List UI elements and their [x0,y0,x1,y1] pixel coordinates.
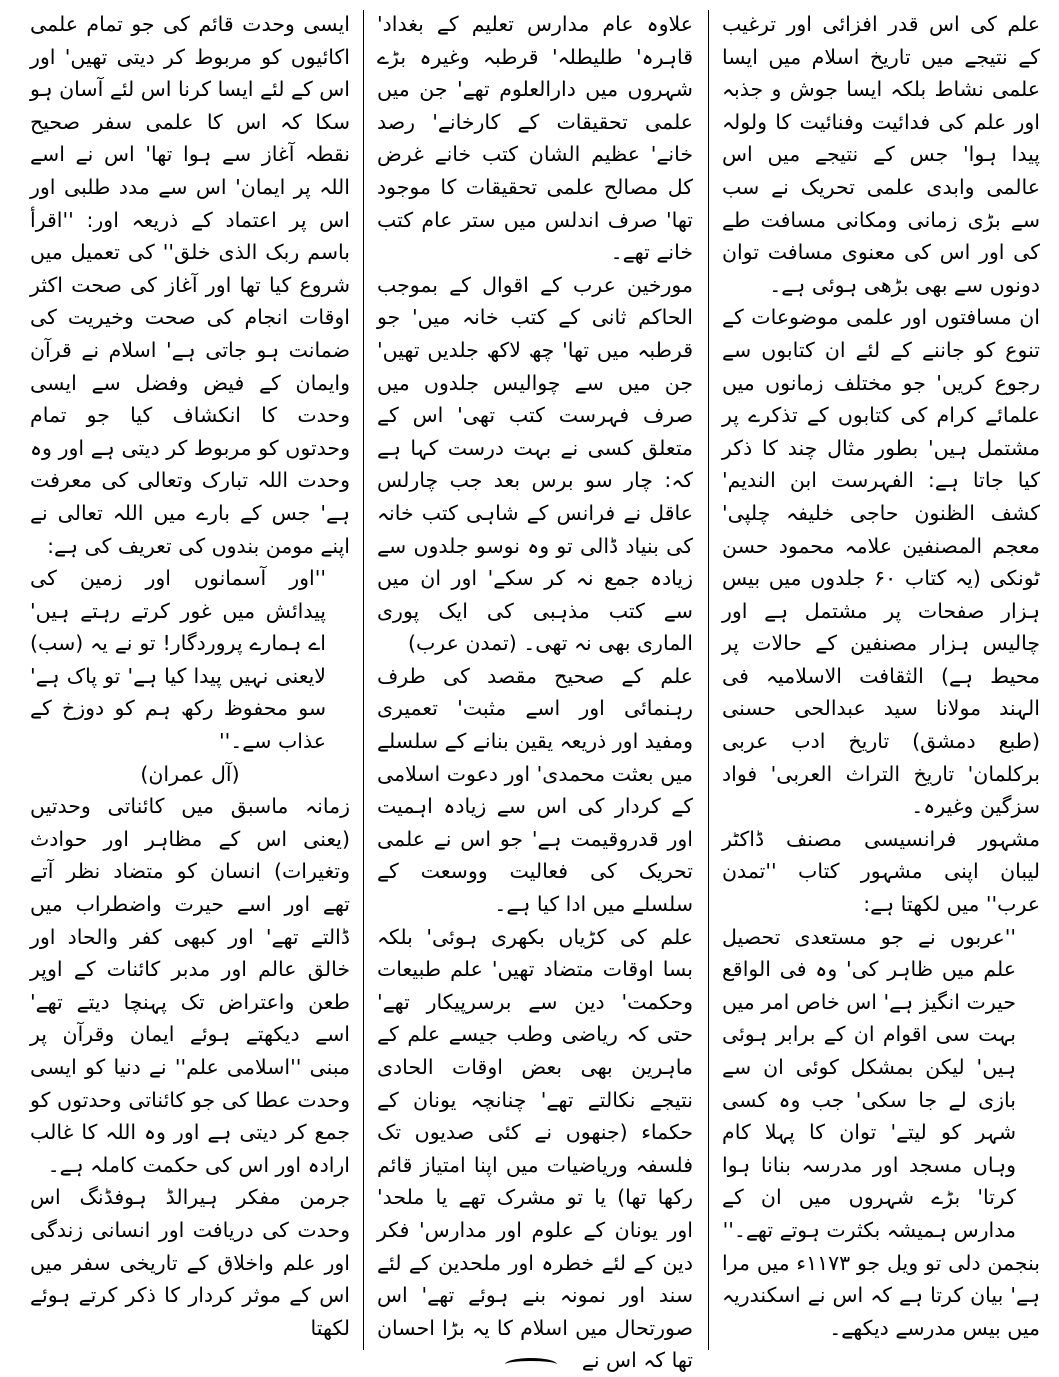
column-divider [708,10,709,1350]
paragraph: جرمن مفکر ہیرالڈ ہوفڈنگ اس وحدت کی دریافت اور انسانی زندگی اور علم واخلاق کے تاریخی سفر میں اس کے موثر کردار کا ذکر کرتے ہوئے لکھتا [30,1185,350,1340]
quotation-paragraph: ''عربوں نے جو مستعدی تحصیل علم میں ظاہر کی' وہ فی الواقع حیرت انگیز ہے' اس خاص امر میں بہت سی اقوام ان کے برابر ہوئی ہیں' لیکن بمشکل کوئی ان سے بازی لے جا سکی' جب وہ کسی شہر کو لیتے' توان کا پہلا کام وہاں مسجد اور مدرسہ بنانا ہوا کرتا' بڑے شہروں میں ان کے مدارس ہمیشہ بکثرت ہوتے تھے۔'' [722,924,1016,1242]
paragraph: علم کی کڑیاں بکھری ہوئی' بلکہ بسا اوقات متضاد تھیں' علم طبیعات وحکمت' دین سے برسرپیکار تھے' حتی کہ ریاضی وطب جیسے علم کے ماہرین بھی بعض اوقات الحادی نتیجے نکالتے تھے' چنانچہ یونان کے حکماء (جنھوں نے کئی صدیوں تک فلسفہ وریاضیات میں اپنا امتیاز قائم رکھا تھا) یا تو مشرک تھے یا ملحد' اور یونان کے علوم اور مدارس' فکر دین کے لئے خطرہ اور ملحدین کے لئے سند اور نمونہ بنے ہوئے تھے' اس صورتحال میں اسلام کا یہ بڑا احسان تھا کہ اس نے [377,924,693,1373]
paragraph: علم کی اس قدر افزائی اور ترغیب کے نتیجے میں تاریخ اسلام میں ایسا علمی نشاط بلکہ ایسا جوش و جذبہ اور علم کی فدائیت وفنائیت کا ولولہ پیدا ہوا' جس کے نتیجے میں اس عالمی وابدی علمی تحریک نے سب سے بڑی زمانی ومکانی مسافت طے کی اور اس کی معنوی مسافت توان دونوں سے بھی بڑھی ہوئی ہے۔ [722,12,1040,297]
paragraph: ایسی وحدت قائم کی جو تمام علمی اکائیوں کو مربوط کر دیتی تھیں' اور اس کے لئے ایسا کرنا اس لئے آسان ہو سکا کہ اس کا علمی سفر صحیح نقطہ آغاز سے ہوا تھا' اس نے اسے اللہ پر ایمان' اس سے مدد طلبی اور اس پر اعتماد کے ذریعہ اور: ''اقرأ باسم ربک الذی خلق'' کی تعمیل میں شروع کیا تھا اور آغاز کی صحت اکثر اوقات انجام کی صحت وخیریت کی ضمانت ہو جاتی ہے' اسلام نے قرآن وایمان کے فیض وفضل سے ایسی وحدت کا انکشاف کیا جو تمام وحدتوں کو مربوط کر دیتی ہے اور وہ وحدت اللہ تبارک وتعالی کی معرفت ہے' جس کے بارے میں اللہ تعالی نے اپنے مومن بندوں کی تعریف کی ہے: [30,12,350,558]
text-column-left [30,8,350,1358]
paragraph: مشہور فرانسیسی مصنف ڈاکٹر لیبان اپنی مشہور کتاب ''تمدن عرب'' میں لکھتا ہے: [722,826,1040,917]
citation: (آل عمران) [140,761,240,786]
quotation-paragraph: ''اور آسمانوں اور زمین کی پیدائش میں غور کرتے رہتے ہیں' اے ہمارے پروردگار! تو نے یہ (سب) لایعنی نہیں پیدا کیا ہے' تو پاک ہے' سو محفوظ رکھ ہم کو دوزخ کے عذاب سے۔'' [30,566,326,754]
paragraph: بنجمن دلی تو ویل جو ۱۱۷۳ء میں مرا ہے' بیان کرتا ہے کہ اس نے اسکندریہ میں بیس مدرسے دیکھے۔ [722,1250,1040,1340]
column-divider [363,10,364,1350]
text-column-right [722,8,1040,1358]
text-column-middle [377,8,693,1373]
paragraph: زمانہ ماسبق میں کائناتی وحدتیں (یعنی اس کے مظاہر اور حوادث وتغیرات) انسان کو متضاد نظر آتے تھے اور اسے حیرت واضطراب میں ڈالتے تھے' اور کبھی کفر والحاد اور خالق عالم اور مدبر کائنات کے اوپر طعن واعتراض تک پہنچا دیتے تھے' اسے دیکھتے ہوئے ایمان وقرآن پر مبنی ''اسلامی علم'' نے دنیا کو ایسی وحدت عطا کی جو کائناتی وحدتوں کو جمع کر دیتی ہے اور وہ اللہ کا غالب ارادہ اور اس کی حکمت کاملہ ہے۔ [30,794,350,1177]
page-number-mark [505,1358,557,1371]
paragraph: علم کے صحیح مقصد کی طرف رہنمائی اور اسے مثبت' تعمیری ومفید اور ذریعہ یقین بنانے کے سلسلے میں بعثت محمدی' اور دعوت اسلامی کے کردار کی اس سے زیادہ اہمیت اور قدروقیمت ہے' جو اس نے علمی تحریک کی فعالیت ووسعت کے سلسلے میں ادا کیا ہے۔ [377,663,693,917]
paragraph: ان مسافتوں اور علمی موضوعات کے تنوع کو جاننے کے لئے ان کتابوں سے رجوع کریں' جو مختلف زمانوں میں علمائے کرام کی کتابوں کے تذکرے پر مشتمل ہیں' بطور مثال چند کا ذکر کیا جاتا ہے: الفہرست ابن الندیم' کشف الظنون حاجی خلیفہ چلپی' معجم المصنفین علامہ محمود حسن ٹونکی (یہ کتاب ۶۰ جلدوں میں بیس ہزار صفحات پر مشتمل ہے اور چالیس ہزار مصنفین کے حالات پر محیط ہے) الثقافت الاسلامیہ فی الہند مولانا سید عبدالحی حسنی (طبع دمشق) تاریخ ادب عربی برکلمان' تاریخ التراث العربی' فواد سزگین وغیرہ۔ [722,305,1040,819]
paragraph: علاوہ عام مدارس تعلیم کے بغداد' قاہرہ' طلیطلہ' قرطبہ وغیرہ بڑے شہروں میں دارالعلوم تھے' جن میں علمی تحقیقات کے کارخانے' رصد خانے' عظیم الشان کتب خانے غرض کل مصالح علمی تحقیقات کا موجود تھا' صرف اندلس میں ستر عام کتب خانے تھے۔ [377,12,693,265]
paragraph: مورخین عرب کے اقوال کے بموجب الحاکم ثانی کے کتب خانہ میں' جو قرطبہ میں تھا' چھ لاکھ جلدیں تھیں' جن میں سے چوالیس جلدوں میں صرف فہرست کتب تھی' اس کے متعلق کسی نے بہت درست کہا ہے کہ: چار سو برس بعد جب چارلس عاقل نے فرانس کے شاہی کتب خانہ کی بنیاد ڈالی تو وہ نوسو جلدوں سے زیادہ جمع نہ کر سکے' اور ان میں سے کتب مذہبی کی ایک پوری الماری بھی نہ تھی۔ (تمدن عرب) [377,272,693,656]
